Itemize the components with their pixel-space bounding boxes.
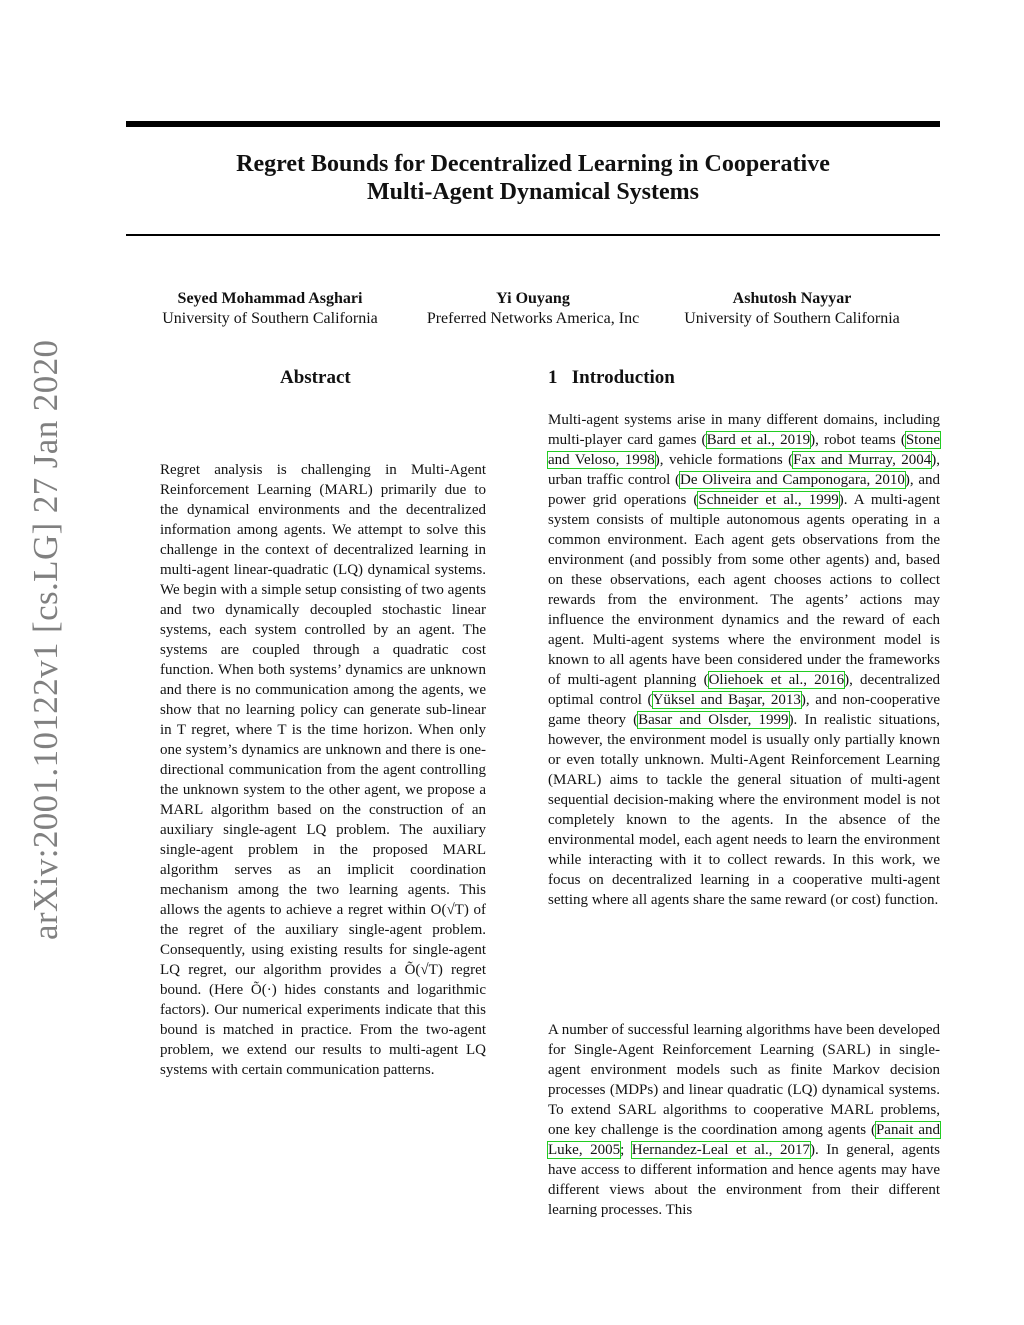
- title-bottom-rule: [126, 234, 940, 236]
- arxiv-stamp: arXiv:2001.10122v1 [cs.LG] 27 Jan 2020: [26, 339, 65, 940]
- author-affiliation: Preferred Networks America, Inc: [426, 310, 640, 327]
- citation-link[interactable]: Yüksel and Başar, 2013: [652, 692, 801, 708]
- author-affiliation: University of Southern California: [162, 310, 378, 327]
- text-run: Multi-agent systems arise in many different domains, including multi-player card games (: [548, 412, 940, 448]
- author-name: Seyed Mohammad Asghari: [177, 290, 363, 307]
- abstract-text: Regret analysis is challenging in Multi-Agent Reinforcement Learning (MARL) primarily due to the dynamical environments and the decentralized information among agents. We attempt to solve this challenge in the context of decentralized learning in multi-agent linear-quadratic (LQ) dynamical systems. We begin with a simple setup consisting of two agents and two dynamically decoupled stochastic linear systems, each system controlled by an agent. The systems are coupled through a quadratic cost function. When both systems’ dynamics are unknown and there is no communication among the agents, we show that no learning policy can generate sub-linear in T regret, where T is the time horizon. When only one system’s dynamics are unknown and there is one-directional communication from the agent controlling the unknown system to the other agent, we propose a MARL algorithm based on the construction of an auxiliary single-agent LQ problem. The auxiliary single-agent problem in the proposed MARL algorithm serves as an implicit coordination mechanism among the two learning agents. This allows the agents to achieve a regret within O(√T) of the regret of the auxiliary single-agent problem. Consequently, using existing results for single-agent LQ regret, our algorithm provides a Õ(√T) regret bound. (Here Õ(·) hides constants and logarithmic factors). Our numerical experiments indicate that this bound is matched in practice. From the two-agent problem, we extend our results to multi-agent LQ systems with certain communication patterns.: [160, 462, 486, 1078]
- citation-link[interactable]: Hernandez-Leal et al., 2017: [631, 1142, 811, 1158]
- text-run: ), and non-cooperative game theory (: [548, 692, 940, 728]
- text-run: ;: [620, 1142, 632, 1158]
- text-run: ). In realistic situations, however, the environment model is usually only partially known or even totally unknown. Multi-Agent Reinforcement Learning (MARL) aims to tackle the general situation of multi-agent sequential decision-making where the environment model is not completely known to the agents. In the absence of the environmental model, each agent needs to learn the environment while interacting with it to collect rewards. In this work, we focus on decentralized learning in a cooperative multi-agent setting where all agents share the same reward (or cost) function.: [548, 712, 941, 908]
- text-run: ), and power grid operations (: [548, 472, 940, 508]
- text-run: A number of successful learning algorithms have been developed for Single-Agent Reinforcement Learning (SARL) in single-agent environment models such as finite Markov decision processes (MDPs) and linear quadratic (LQ) dynamical systems. To extend SARL algorithms to cooperative MARL problems, one key challenge is the coordination among agents (: [548, 1022, 940, 1138]
- citation-link[interactable]: Oliehoek et al., 2016: [708, 672, 845, 688]
- section-title: Introduction: [571, 367, 675, 388]
- section-number: 1: [548, 367, 558, 388]
- text-run: ), robot teams (: [810, 432, 906, 448]
- title-line-1: Regret Bounds for Decentralized Learning in Cooperative: [236, 151, 830, 177]
- title-top-rule: [126, 121, 940, 127]
- author-name: Yi Ouyang: [496, 290, 570, 307]
- text-run: ), urban traffic control (: [548, 452, 940, 488]
- title-line-2: Multi-Agent Dynamical Systems: [367, 179, 699, 205]
- abstract-heading: Abstract: [280, 367, 351, 388]
- intro-paragraph-2: [548, 1020, 940, 1220]
- intro-paragraph-1: [548, 410, 940, 910]
- citation-link[interactable]: Schneider et al., 1999: [698, 492, 839, 508]
- text-run: ). A multi-agent system consists of multiple autonomous agents operating in a common environment. Each agent gets observations from the environment (and possibly from some other agents) and, based on these observations, each agent chooses actions to collect rewards from the environment. The agents’ actions may influence the environment dynamics and the reward of each agent. Multi-agent systems where the environment model is known to all agents have been considered under the frameworks of multi-agent planning (: [548, 492, 940, 688]
- text-run: ), vehicle formations (: [654, 452, 794, 468]
- author-name: Ashutosh Nayyar: [732, 290, 852, 307]
- paper-title: [126, 150, 940, 206]
- author-block-3: [662, 289, 922, 329]
- author-block-1: [140, 289, 400, 329]
- citation-link[interactable]: Stone and Veloso, 1998: [548, 432, 940, 468]
- author-affiliation: University of Southern California: [684, 310, 900, 327]
- introduction-heading: [548, 367, 675, 389]
- text-run: ). In general, agents have access to different information and hence agents may have different views about the environment from their different learning processes. This: [548, 1142, 941, 1218]
- citation-link[interactable]: Panait and Luke, 2005: [548, 1122, 940, 1158]
- citation-link[interactable]: Basar and Olsder, 1999: [638, 712, 789, 728]
- citation-link[interactable]: Fax and Murray, 2004: [793, 452, 932, 468]
- citation-link[interactable]: Bard et al., 2019: [706, 432, 811, 448]
- author-block-2: [403, 289, 663, 329]
- text-run: ), decentralized optimal control (: [548, 672, 940, 708]
- citation-link[interactable]: De Oliveira and Camponogara, 2010: [680, 472, 905, 488]
